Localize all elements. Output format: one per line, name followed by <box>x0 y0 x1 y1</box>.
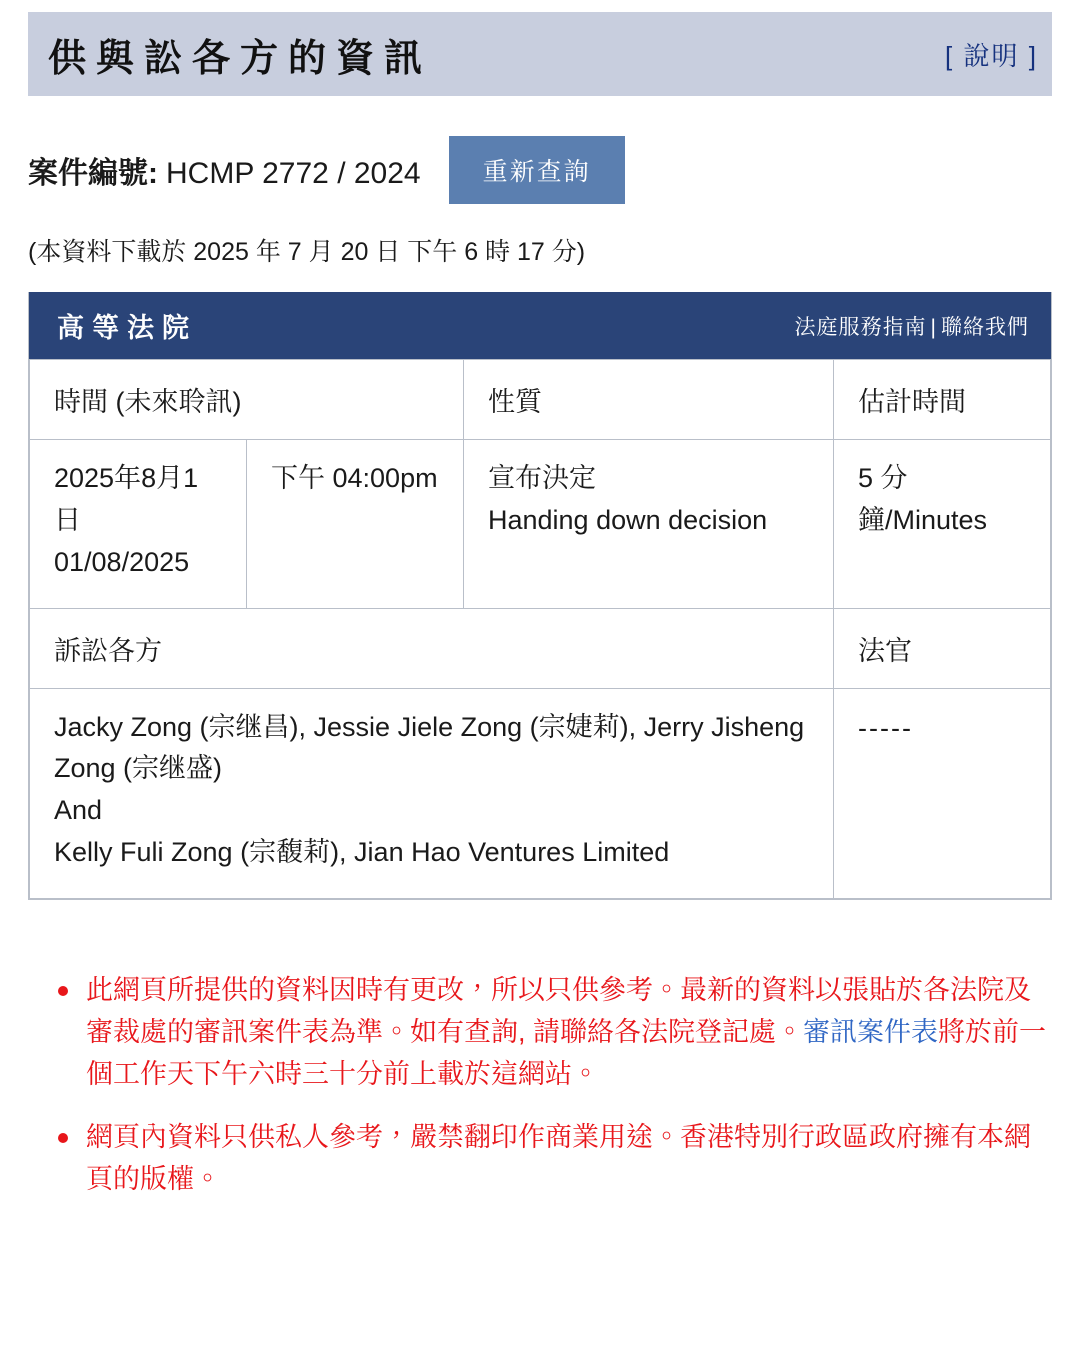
hearing-date-cell <box>30 440 247 609</box>
hearing-table <box>29 359 1051 899</box>
column-header-parties: 訴訟各方 <box>30 608 834 688</box>
parties-cell <box>30 688 834 898</box>
court-header-links <box>795 311 1029 341</box>
column-header-time: 時間 (未來聆訊) <box>30 360 464 440</box>
note-1-text-part-1: 此網頁所提供的資料因時有更改，所以只供參考。最新的資料以張貼於各法院及審裁處的審訊案件表為準。如有查詢, 請聯絡各法院登記處。 <box>86 974 1031 1047</box>
note-item <box>48 1117 1052 1201</box>
column-header-judge: 法官 <box>834 608 1051 688</box>
judge-cell: ----- <box>834 688 1051 898</box>
requery-button[interactable]: 重新查詢 <box>449 136 625 204</box>
parties-row <box>30 688 1051 898</box>
hearing-estimate-cell: 5 分鐘/Minutes <box>834 440 1051 609</box>
cause-list-link[interactable]: 審訊案件表 <box>803 1016 939 1047</box>
hearing-date-num: 01/08/2025 <box>54 546 190 577</box>
top-spacer <box>0 0 1080 12</box>
parties-and: And <box>54 795 103 826</box>
bottom-spacer <box>0 1223 1080 1283</box>
hearing-time-cell: 下午 04:00pm <box>247 440 464 609</box>
link-separator: | <box>930 315 937 339</box>
court-header <box>29 292 1051 359</box>
parties-defendant: Kelly Fuli Zong (宗馥莉), Jian Hao Ventures Limited <box>54 837 670 868</box>
download-timestamp: (本資料下載於 2025 年 7 月 20 日 下午 6 時 17 分) <box>28 238 586 266</box>
column-header-nature: 性質 <box>464 360 834 440</box>
court-service-guide-link[interactable]: 法庭服務指南 <box>794 315 927 339</box>
help-link[interactable] <box>945 36 1038 73</box>
hearing-nature-cn: 宣布決定 <box>488 463 596 493</box>
note-2-text: 網頁內資料只供私人參考，嚴禁翻印作商業用途。香港特別行政區政府擁有本網頁的版權。 <box>86 1122 1031 1195</box>
hearing-date-cn: 2025年8月1日 <box>54 463 199 535</box>
note-item <box>48 970 1052 1096</box>
disclaimer-notes <box>48 970 1052 1201</box>
court-listing-block <box>28 292 1052 900</box>
case-number-label: 案件編號: <box>28 157 158 190</box>
parties-plaintiff: Jacky Zong (宗继昌), Jessie Jiele Zong (宗婕莉), Jerry Jisheng Zong (宗继盛) <box>54 711 805 784</box>
help-close-bracket: ] <box>1028 40 1038 71</box>
table-header-row <box>30 360 1051 440</box>
column-header-estimate: 估計時間 <box>834 360 1051 440</box>
note-1-text-part-2: 將於前一個工作天下午六時三十分前上載於這網站。 <box>86 1016 1047 1089</box>
contact-us-link[interactable]: 聯絡我們 <box>941 315 1029 339</box>
page-title-bar <box>28 12 1052 96</box>
case-number <box>28 148 421 192</box>
hearing-nature-cell <box>464 440 834 609</box>
table-row <box>30 440 1051 609</box>
case-number-row <box>28 136 1052 204</box>
hearing-nature-en: Handing down decision <box>488 504 768 535</box>
help-open-bracket: [ <box>945 40 955 71</box>
help-label[interactable]: 說明 <box>963 40 1020 71</box>
parties-header-row <box>30 608 1051 688</box>
court-name: 高等法院 <box>57 313 197 343</box>
page-title: 供與訟各方的資訊 <box>48 37 433 80</box>
case-number-value: HCMP 2772 / 2024 <box>166 157 421 190</box>
